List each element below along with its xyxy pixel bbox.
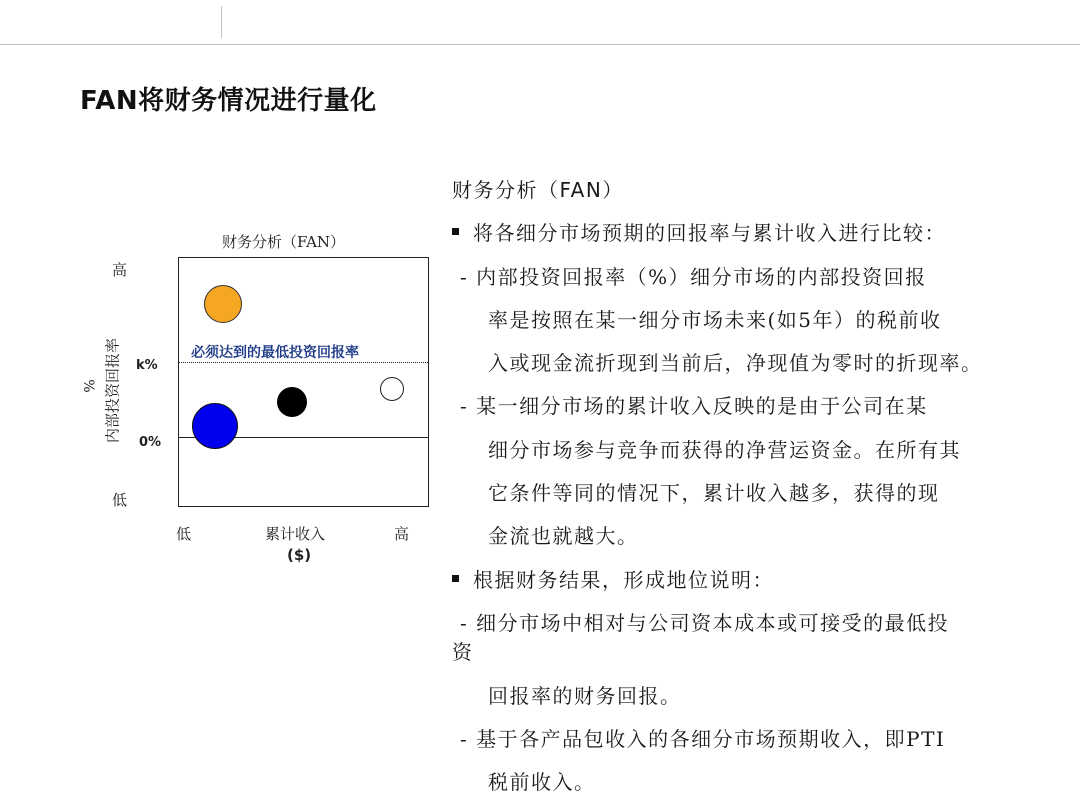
threshold-line bbox=[179, 362, 428, 363]
return-line-2: 资 bbox=[452, 640, 474, 664]
x-label-high: 高 bbox=[394, 525, 410, 543]
header-rule bbox=[0, 44, 1080, 45]
bubble-white bbox=[380, 377, 404, 401]
bubble-black bbox=[277, 387, 307, 417]
bubble-blue bbox=[192, 403, 238, 449]
section-heading: 财务分析（FAN） bbox=[452, 178, 624, 202]
chart-title: 财务分析（FAN） bbox=[222, 233, 346, 251]
revenue-line-3: 它条件等同的情况下，累计收入越多，获得的现 bbox=[488, 481, 940, 505]
x-label-low: 低 bbox=[176, 525, 192, 543]
irr-line-3: 入或现金流折现到当前后，净现值为零时的折现率。 bbox=[488, 351, 983, 375]
bullet-compare: 将各细分市场预期的回报率与累计收入进行比较： bbox=[452, 217, 946, 246]
y-label-high: 高 bbox=[112, 261, 128, 279]
return-line-1: - 细分市场中相对与公司资本成本或可接受的最低投 bbox=[460, 611, 950, 635]
y-tick-zero: 0% bbox=[139, 435, 162, 450]
irr-line-2: 率是按照在某一细分市场未来(如5年）的税前收 bbox=[488, 308, 942, 332]
bullet-square-icon bbox=[452, 575, 459, 582]
y-tick-k: k% bbox=[136, 358, 158, 373]
irr-line-1: - 内部投资回报率（%）细分市场的内部投资回报 bbox=[460, 265, 927, 289]
return-line-3: 回报率的财务回报。 bbox=[488, 684, 682, 708]
y-label-low: 低 bbox=[112, 491, 128, 509]
pti-line-1: - 基于各产品包收入的各细分市场预期收入，即PTI bbox=[460, 727, 946, 751]
threshold-label: 必须达到的最低投资回报率 bbox=[191, 345, 359, 361]
revenue-line-1: - 某一细分市场的累计收入反映的是由于公司在某 bbox=[460, 394, 928, 418]
y-axis-title: 内部投资回报率 bbox=[103, 338, 122, 444]
revenue-line-4: 金流也就越大。 bbox=[488, 524, 639, 548]
bullet-square-icon bbox=[452, 228, 459, 235]
page-title: FAN将财务情况进行量化 bbox=[80, 86, 377, 116]
y-axis-unit: % bbox=[82, 379, 99, 393]
x-axis-unit: ($) bbox=[287, 546, 312, 564]
bubble-orange bbox=[204, 285, 242, 323]
revenue-line-2: 细分市场参与竞争而获得的净营运资金。在所有其 bbox=[488, 438, 961, 462]
pti-line-2: 税前收入。 bbox=[488, 770, 596, 794]
x-axis-title: 累计收入 bbox=[265, 525, 326, 543]
chart-plot-area bbox=[178, 257, 429, 507]
header-divider-mark bbox=[221, 6, 222, 38]
bullet-position: 根据财务结果，形成地位说明： bbox=[452, 564, 774, 593]
